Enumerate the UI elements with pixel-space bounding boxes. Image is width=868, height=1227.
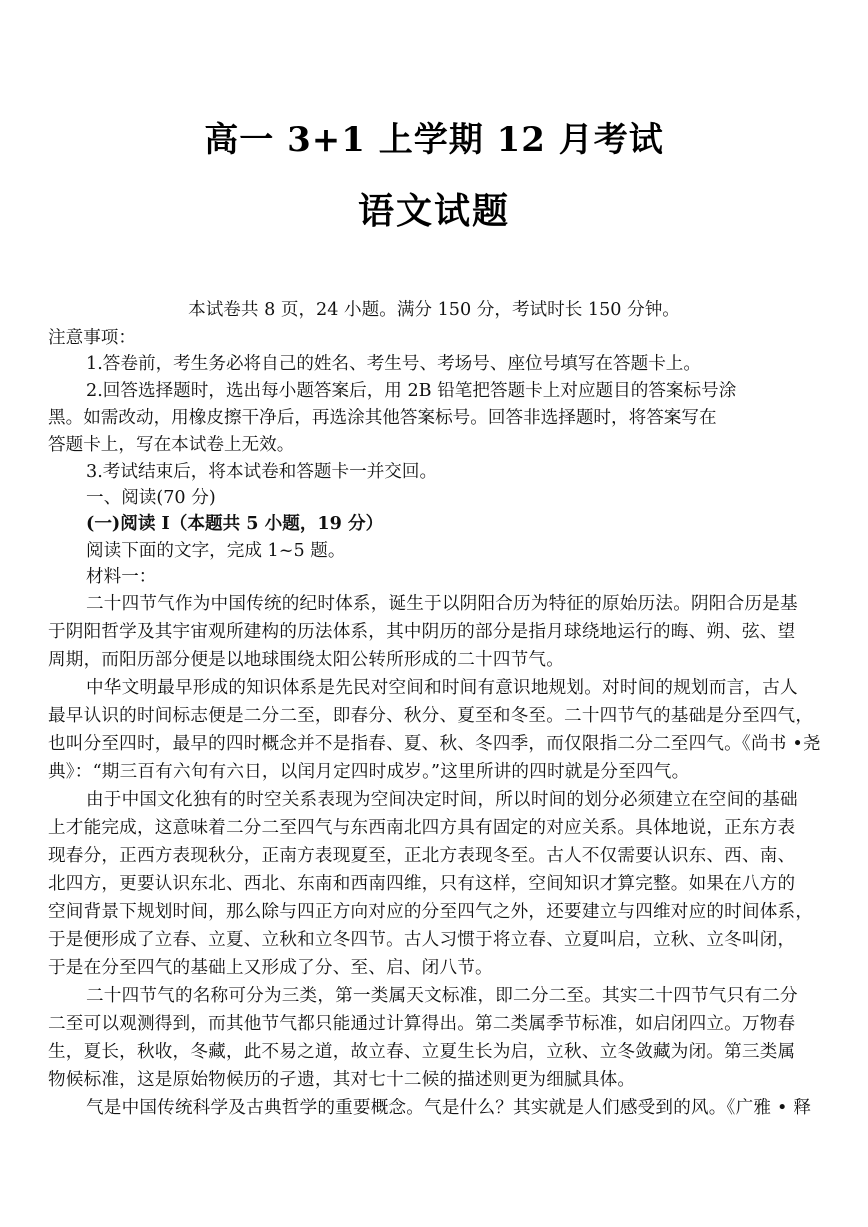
note-line: 黑。如需改动，用橡皮擦干净后，再选涂其他答案标号。回答非选择题时，将答案写在 xyxy=(48,408,717,428)
passage-line: 典》：“期三百有六旬有六日，以闰月定四时成岁。”这里所讲的四时就是分至四气。 xyxy=(48,762,690,782)
section-title: 一、阅读(70 分) xyxy=(86,488,216,508)
exam-title: 高一 3+1 上学期 12 月考试 xyxy=(204,120,664,160)
passage-line: 也叫分至四时，最早的四时概念并不是指春、夏、秋、冬四季，而仅限指二分二至四气。《尚书 •尧 xyxy=(48,734,821,754)
exam-subject-title: 语文试题 xyxy=(357,190,510,232)
passage-line: 气是中国传统科学及古典哲学的重要概念。气是什么？其实就是人们感受到的风。《广雅 • 释 xyxy=(86,1098,812,1118)
passage-line: 于阴阳哲学及其宇宙观所建构的历法体系，其中阴历的部分是指月球绕地运行的晦、朔、弦、望 xyxy=(48,622,796,642)
notes-heading: 注意事项： xyxy=(48,328,136,348)
passage-line: 二十四节气的名称可分为三类，第一类属天文标准，即二分二至。其实二十四节气只有二分 xyxy=(86,986,798,1006)
passage-line: 于是在分至四气的基础上又形成了分、至、启、闭八节。 xyxy=(48,958,493,978)
passage-line: 现春分，正西方表现秋分，正南方表现夏至，正北方表现冬至。古人不仅需要认识东、西、南、 xyxy=(48,846,796,866)
note-line: 2.回答选择题时，选出每小题答案后，用 2B 铅笔把答题卡上对应题目的答案标号涂 xyxy=(86,381,737,401)
passage-line: 中华文明最早形成的知识体系是先民对空间和时间有意识地规划。对时间的规划而言，古人 xyxy=(86,678,798,698)
passage-line: 最早认识的时间标志便是二分二至，即春分、秋分、夏至和冬至。二十四节气的基础是分至四气， xyxy=(48,706,814,726)
note-line: 3.考试结束后，将本试卷和答题卡一并交回。 xyxy=(86,462,438,482)
passage-line: 北四方，更要认识东北、西北、东南和西南四维，只有这样，空间知识才算完整。如果在八方的 xyxy=(48,874,796,894)
reading-instruction: 阅读下面的文字，完成 1~5 题。 xyxy=(86,541,346,561)
passage-line: 物候标准，这是原始物候历的孑遗，其对七十二候的描述则更为细腻具体。 xyxy=(48,1070,636,1090)
passage-line: 于是便形成了立春、立夏、立秋和立冬四节。古人习惯于将立春、立夏叫启，立秋、立冬叫闭， xyxy=(48,930,796,950)
passage-line: 由于中国文化独有的时空关系表现为空间决定时间，所以时间的划分必须建立在空间的基础 xyxy=(86,790,798,810)
passage-line: 二十四节气作为中国传统的纪时体系，诞生于以阴阳合历为特征的原始历法。阴阳合历是基 xyxy=(86,594,798,614)
passage-line: 生，夏长，秋收，冬藏，此不易之道，故立春、立夏生长为启，立秋、立冬敛藏为闭。第三类属 xyxy=(48,1042,796,1062)
exam-info: 本试卷共 8 页，24 小题。满分 150 分，考试时长 150 分钟。 xyxy=(188,300,680,320)
subsection-title: (一)阅读 I（本题共 5 小题，19 分） xyxy=(86,513,384,534)
passage-line: 周期，而阳历部分便是以地球围绕太阳公转所形成的二十四节气。 xyxy=(48,650,565,670)
material-label: 材料一： xyxy=(86,567,157,587)
note-line: 1.答卷前，考生务必将自己的姓名、考生号、考场号、座位号填写在答题卡上。 xyxy=(86,354,701,374)
passage-line: 上才能完成，这意味着二分二至四气与东西南北四方具有固定的对应关系。具体地说，正东方表 xyxy=(48,818,796,838)
passage-line: 空间背景下规划时间，那么除与四正方向对应的分至四气之外，还要建立与四维对应的时间体系， xyxy=(48,902,814,922)
note-line: 答题卡上，写在本试卷上无效。 xyxy=(48,435,295,455)
passage-line: 二至可以观测得到，而其他节气都只能通过计算得出。第二类属季节标准，如启闭四立。万物春 xyxy=(48,1014,796,1034)
